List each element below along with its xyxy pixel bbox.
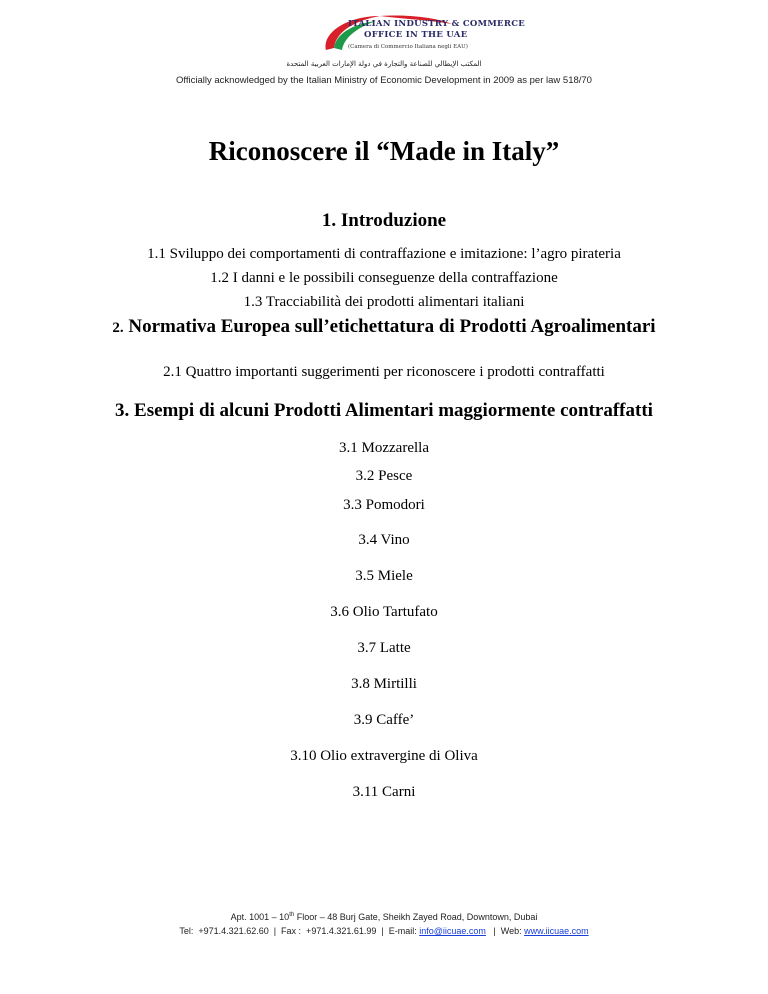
- email-link[interactable]: info@iicuae.com: [419, 926, 486, 936]
- section-1-heading: 1. Introduzione: [321, 210, 447, 231]
- company-logo: [318, 10, 526, 58]
- logo-text-line2: OFFICE IN THE UAE: [364, 30, 468, 40]
- toc-item-3-11: 3.11 Carni: [352, 784, 416, 800]
- document-title: Riconoscere il “Made in Italy”: [208, 136, 560, 166]
- section-2-number: 2.: [112, 320, 124, 336]
- footer-address-part1: Apt. 1001 – 10: [230, 912, 290, 922]
- footer-web-label: | Web:: [485, 926, 525, 936]
- toc-item-3-6: 3.6 Olio Tartufato: [330, 604, 438, 620]
- toc-item-2-1: 2.1 Quattro importanti suggerimenti per riconoscere i prodotti contraffatti: [163, 364, 605, 380]
- toc-item-3-10: 3.10 Olio extravergine di Oliva: [290, 748, 478, 764]
- toc-item-3-4: 3.4 Vino: [358, 532, 410, 548]
- section-2-heading: [0, 316, 768, 338]
- toc-item-3-2: 3.2 Pesce: [355, 468, 413, 484]
- footer-tel-fax: Tel: +971.4.321.62.60 | Fax : +971.4.321.61.99 | E-mail:: [179, 926, 420, 936]
- toc-item-3-8: 3.8 Mirtilli: [351, 676, 417, 692]
- toc-item-1-2: 1.2 I danni e le possibili conseguenze della contraffazione: [210, 270, 558, 286]
- toc-item-3-5: 3.5 Miele: [355, 568, 413, 584]
- toc-item-3-9: 3.9 Caffe’: [353, 712, 415, 728]
- footer-address-part2: Floor – 48 Burj Gate, Sheikh Zayed Road, Downtown, Dubai: [294, 912, 538, 922]
- toc-item-1-3: 1.3 Tracciabilità dei prodotti alimentari italiani: [243, 294, 525, 310]
- footer-contacts: [0, 926, 768, 936]
- acknowledgement-line: Officially acknowledged by the Italian Ministry of Economic Development in 2009 as per law 518/70: [176, 75, 592, 86]
- arabic-tagline: المكتب الإيطالي للصناعة والتجارة في دولة الإمارات العربية المتحدة: [286, 60, 482, 68]
- section-2-title: Normativa Europea sull’etichettatura di Prodotti Agroalimentari: [128, 316, 656, 337]
- section-3-heading: 3. Esempi di alcuni Prodotti Alimentari maggiormente contraffatti: [115, 400, 653, 421]
- logo-text-line3: (Camera di Commercio Italiana negli EAU): [348, 44, 468, 50]
- footer-address-sup: th: [289, 912, 295, 918]
- website-link[interactable]: www.iicuae.com: [524, 926, 589, 936]
- logo-text-line1: ITALIAN INDUSTRY & COMMERCE: [348, 19, 526, 29]
- toc-item-3-1: 3.1 Mozzarella: [339, 440, 429, 456]
- footer-address: [0, 912, 768, 922]
- toc-item-3-3: 3.3 Pomodori: [343, 497, 425, 513]
- toc-item-1-1: 1.1 Sviluppo dei comportamenti di contraffazione e imitazione: l’agro pirateria: [147, 246, 621, 262]
- toc-item-3-7: 3.7 Latte: [357, 640, 411, 656]
